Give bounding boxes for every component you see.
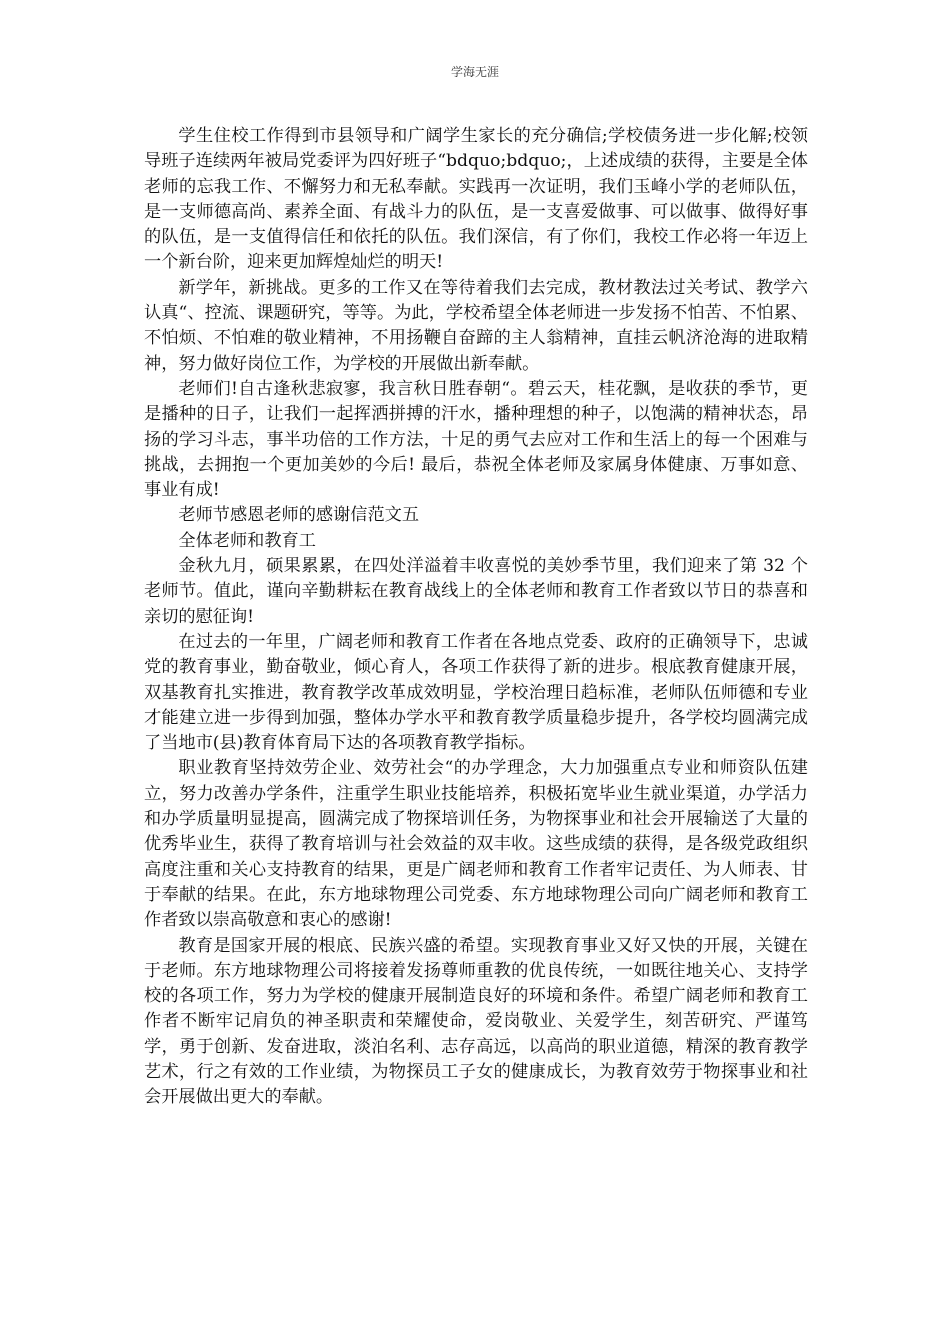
paragraph-5: 在过去的一年里，广阔老师和教育工作者在各地点党委、政府的正确领导下，忠诚党的教育事业，勤奋敬业，倾心育人，各项工作获得了新的进步。根底教育健康开展，双基教育扎实推进，教育教学改革成效明显，学校治理日趋标准，老师队伍师德和专业才能建立进一步得到加强，整体办学水平和教育教学质量稳步提升，各学校均圆满完成了当地市(县)教育体育局下达的各项教育教学指标。 bbox=[144, 631, 808, 754]
paragraph-1: 学生住校工作得到市县领导和广阔学生家长的充分确信;学校债务进一步化解;校领导班子连续两年被局党委评为四好班子“bdquo;bdquo;，上述成绩的获得，主要是全体老师的忘我工作、不懈努力和无私奉献。实践再一次证明，我们玉峰小学的老师队伍，是一支师德高尚、素养全面、有战斗力的队伍，是一支喜爱做事、可以做事、做得好事的队伍，是一支值得信任和依托的队伍。我们深信，有了你们，我校工作必将一年迈上一个新台阶，迎来更加辉煌灿烂的明天! bbox=[144, 126, 808, 273]
section-title: 老师节感恩老师的感谢信范文五 bbox=[178, 505, 420, 526]
salutation: 全体老师和教育工 bbox=[178, 530, 316, 551]
paragraph-6: 职业教育坚持效劳企业、效劳社会“的办学理念，大力加强重点专业和师资队伍建立，努力改善办学条件，注重学生职业技能培养，积极拓宽毕业生就业渠道，办学活力和办学质量明显提高，圆满完成了物探培训任务，为物探事业和社会开展输送了大量的优秀毕业生，获得了教育培训与社会效益的双丰收。这些成绩的获得，是各级党政组织高度注重和关心支持教育的结果，更是广阔老师和教育工作者牢记责任、为人师表、甘于奉献的结果。在此，东方地球物理公司党委、东方地球物理公司向广阔老师和教育工作者致以崇高敬意和衷心的感谢! bbox=[144, 758, 808, 931]
document-body bbox=[144, 124, 808, 1111]
paragraph-4: 金秋九月，硕果累累，在四处洋溢着丰收喜悦的美妙季节里，我们迎来了第 32 个老师节。值此，谨向辛勤耕耘在教育战线上的全体老师和教育工作者致以节日的恭喜和亲切的慰征询! bbox=[144, 556, 808, 627]
paragraph-7: 教育是国家开展的根底、民族兴盛的希望。实现教育事业又好又快的开展，关键在于老师。东方地球物理公司将接着发扬尊师重教的优良传统，一如既往地关心、支持学校的各项工作，努力为学校的健康开展制造良好的环境和条件。希望广阔老师和教育工作者不断牢记肩负的神圣职责和荣耀使命，爱岗敬业、关爱学生，刻苦研究、严谨笃学，勇于创新、发奋进取，淡泊名利、志存高远，以高尚的职业道德，精深的教育教学艺术，行之有效的工作业绩，为物探员工子女的健康成长，为教育效劳于物探事业和社会开展做出更大的奉献。 bbox=[144, 935, 808, 1108]
page-header: 学海无涯 bbox=[450, 65, 499, 79]
paragraph-3: 老师们!自古逢秋悲寂寥，我言秋日胜春朝“。碧云天，桂花飘，是收获的季节，更是播种的日子，让我们一起挥洒拼搏的汗水，播种理想的种子，以饱满的精神状态，昂扬的学习斗志，事半功倍的工作方法，十足的勇气去应对工作和生活上的每一个困难与挑战，去拥抱一个更加美妙的今后! 最后，恭祝全体老师及家属身体健康、万事如意、事业有成! bbox=[144, 378, 808, 501]
paragraph-2: 新学年，新挑战。更多的工作又在等待着我们去完成，教材教法过关考试、教学六认真“、控流、课题研究，等等。为此，学校希望全体老师进一步发扬不怕苦、不怕累、不怕烦、不怕难的敬业精神，不用扬鞭自奋蹄的主人翁精神，直挂云帆济沧海的进取精神，努力做好岗位工作，为学校的开展做出新奉献。 bbox=[144, 277, 808, 374]
